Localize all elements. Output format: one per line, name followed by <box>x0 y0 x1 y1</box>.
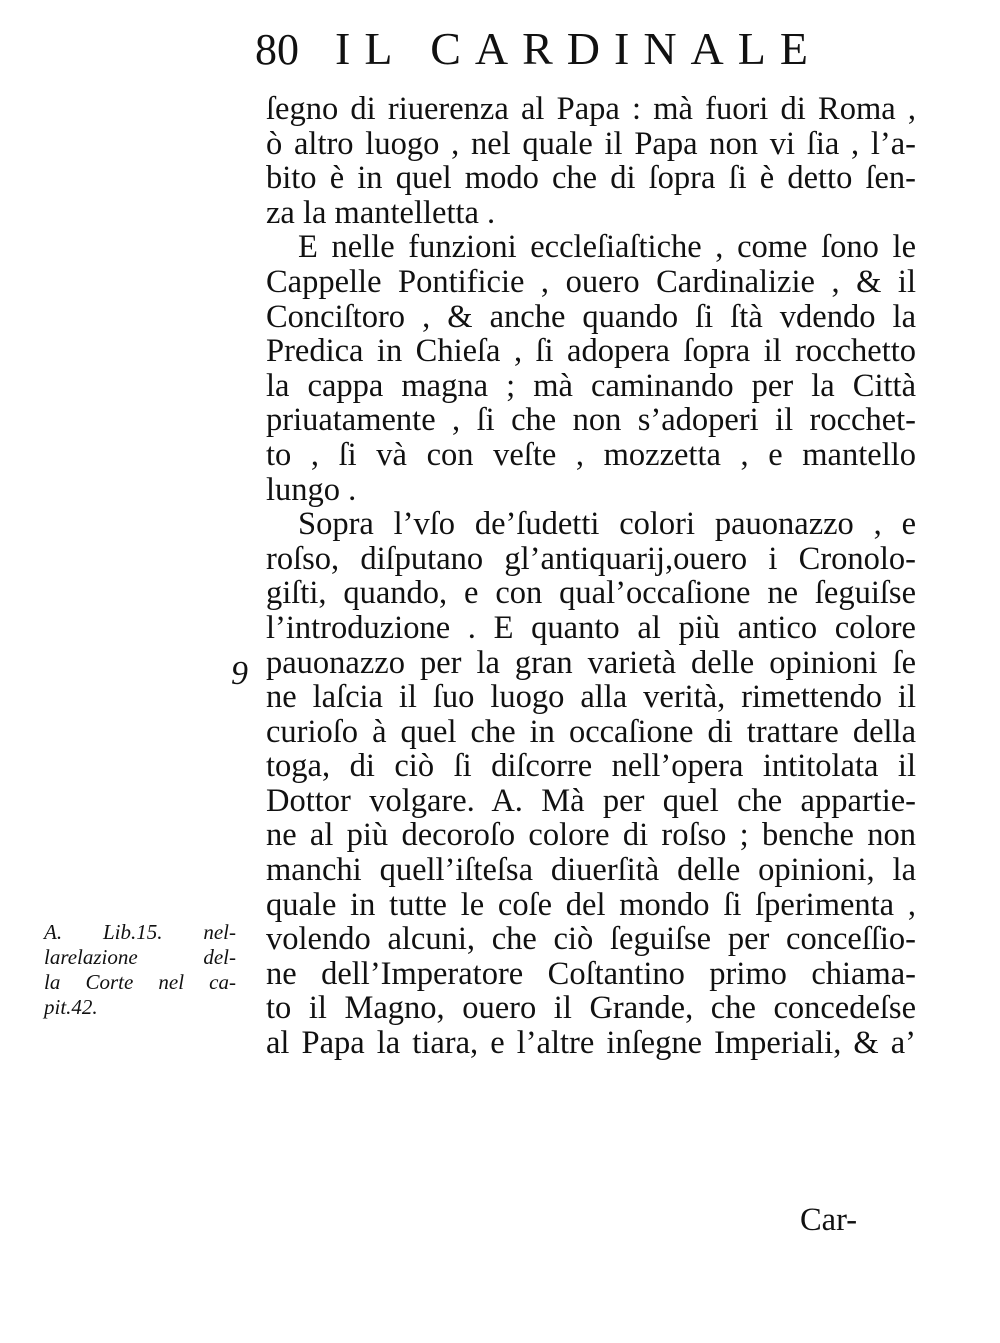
text-line: volendo alcuni, che ciò ſeguiſse per conceſſio- <box>266 921 916 958</box>
marginal-note-line: la Corte nel ca- <box>44 970 236 994</box>
text-line: Dottor volgare. A. Mà per quel che appartie- <box>266 782 916 819</box>
text-line: lungo . <box>266 471 357 508</box>
text-line: toga, di ciò ſi diſcorre nell’opera intitolata il <box>266 748 916 785</box>
text-line: ne dell’Imperatore Coſtantino primo chiama- <box>266 955 916 992</box>
text-line: za la mantelletta . <box>266 194 496 231</box>
text-line: ſegno di riuerenza al Papa : mà fuori di Roma , <box>266 91 916 127</box>
text-line: ò altro luogo , nel quale il Papa non vi ſia , l’a- <box>266 125 916 162</box>
text-line: al Papa la tiara, e l’altre inſegne Imperiali, & a’ <box>266 1025 916 1062</box>
text-line: la cappa magna ; mà caminando per la Città <box>266 367 916 404</box>
margin-mark: 9 <box>231 655 248 692</box>
text-line: to , ſi và con veſte , mozzetta , e mantello <box>266 436 916 473</box>
marginal-note <box>44 920 236 1020</box>
running-head <box>255 22 895 82</box>
text-line: pauonazzo per la gran varietà delle opinioni ſe <box>266 644 916 681</box>
text-line: curioſo à quel che in occaſione di trattare della <box>266 713 916 750</box>
page-number: 80 <box>255 25 299 74</box>
text-line: Sopra l’vſo de’ſudetti colori pauonazzo , e <box>298 506 916 543</box>
text-line: to il Magno, ouero il Grande, che concedeſse <box>266 990 916 1027</box>
text-line: giſti, quando, e con qual’occaſione ne ſeguiſse <box>266 575 916 612</box>
running-title: IL CARDINALE <box>335 23 822 74</box>
text-line: Predica in Chieſa , ſi adopera ſopra il rocchetto <box>266 333 916 370</box>
text-line: ne al più decoroſo colore di roſso ; benche non <box>266 817 916 854</box>
marginal-note-line: pit.42. <box>44 995 98 1019</box>
text-line: priuatamente , ſi che non s’adoperi il rocchet- <box>266 402 916 439</box>
marginal-note-line: A. Lib.15. nel- <box>44 920 236 944</box>
text-line: bito è in quel modo che di ſopra ſi è detto ſen- <box>266 160 916 197</box>
text-line: l’introduzione . E quanto al più antico colore <box>266 609 916 646</box>
marginal-note-line: larelazione del- <box>44 945 236 969</box>
catchword: Car- <box>800 1202 858 1238</box>
body-text <box>266 92 916 1061</box>
text-line: Cappelle Pontificie , ouero Cardinalizie , & il <box>266 263 916 300</box>
text-line: Conciſtoro , & anche quando ſi ſtà vdendo la <box>266 298 916 335</box>
text-line: roſso, diſputano gl’antiquarij,ouero i Cronolo- <box>266 540 916 577</box>
text-line: E nelle funzioni eccleſiaſtiche , come ſono le <box>298 229 916 266</box>
text-line: ne laſcia il ſuo luogo alla verità, rimettendo il <box>266 679 916 716</box>
text-line: quale in tutte le coſe del mondo ſi ſperimenta , <box>266 886 916 923</box>
text-line: manchi quell’iſteſsa diuerſità delle opinioni, la <box>266 852 916 889</box>
